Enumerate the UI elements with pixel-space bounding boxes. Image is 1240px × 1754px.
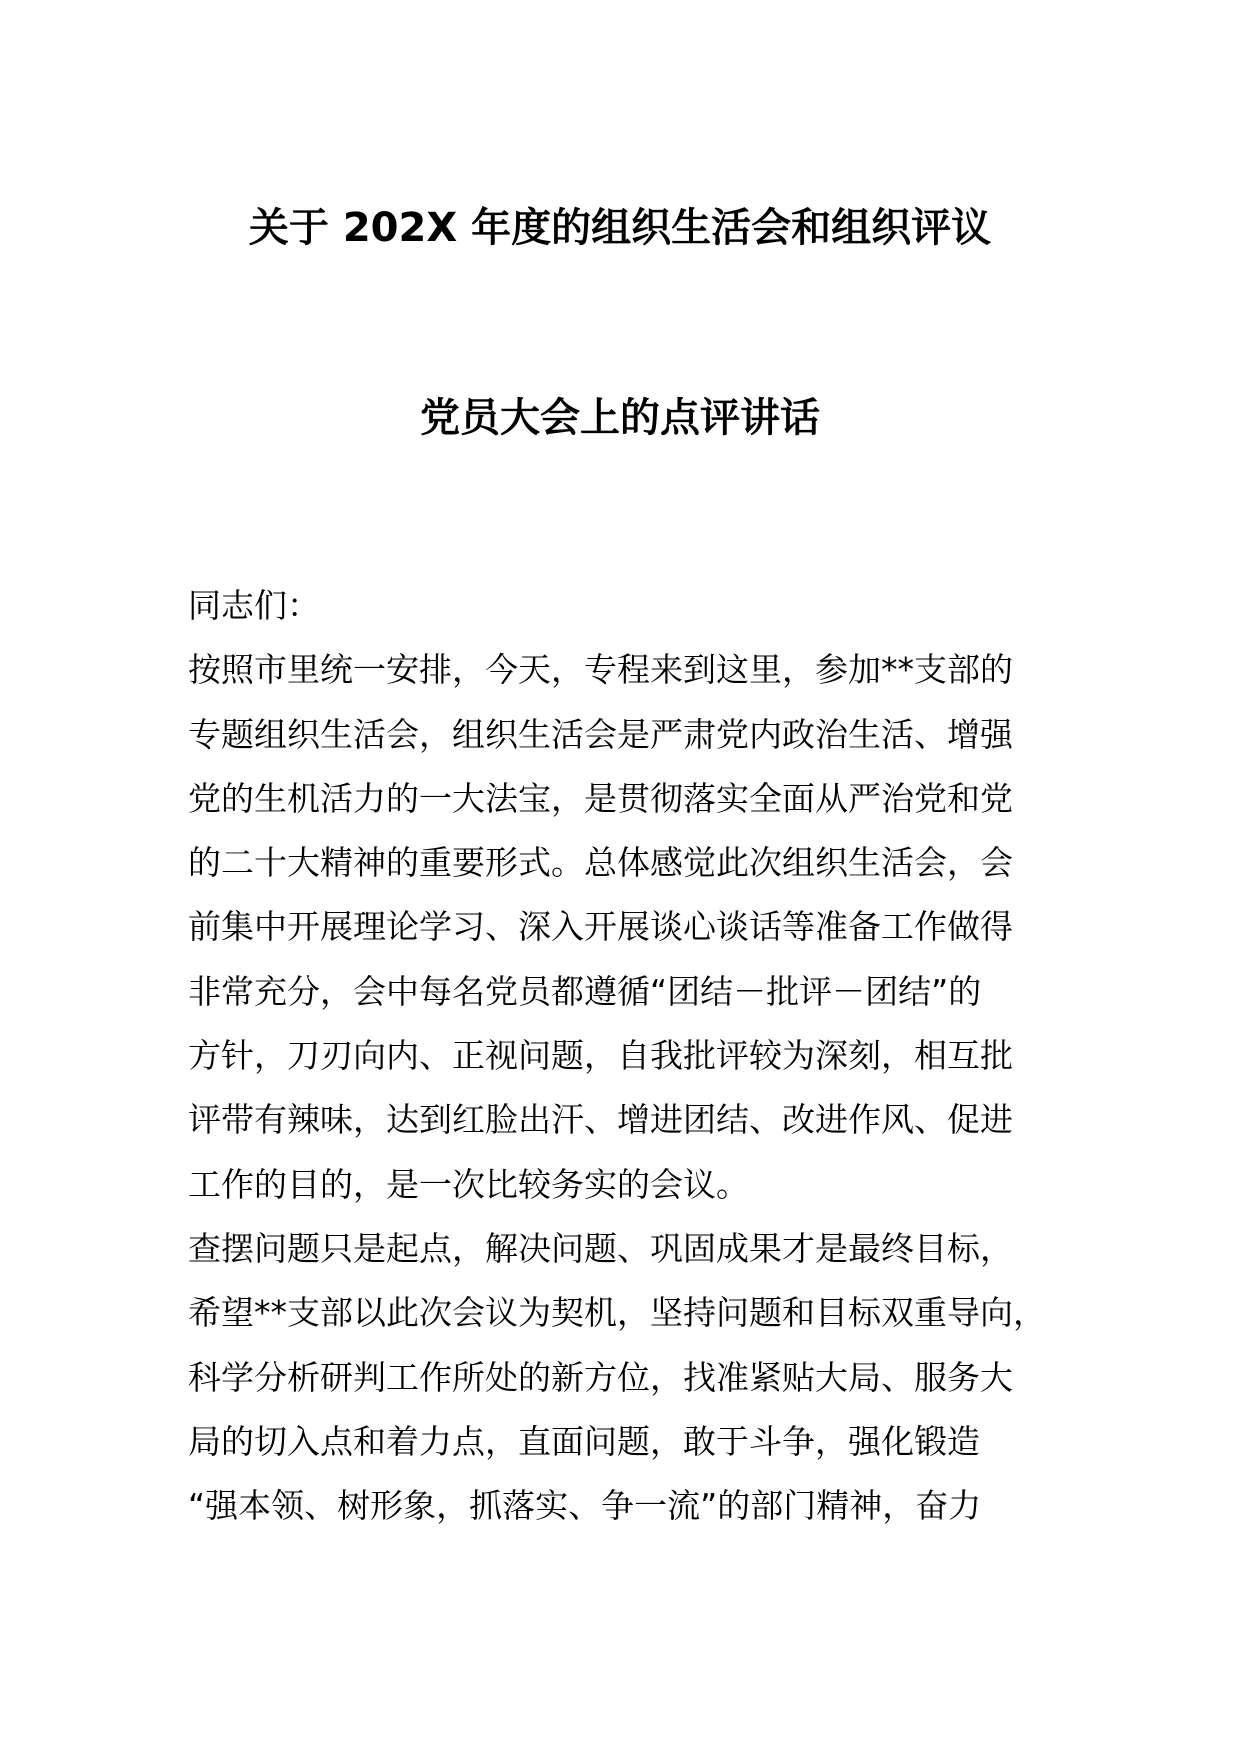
document-title-line-1: 关于 202X 年度的组织生活会和组织评议 bbox=[248, 205, 992, 251]
body-line: 工作的目的，是一次比较务实的会议。 bbox=[188, 1164, 749, 1204]
body-line: 方针，刀刃向内、正视问题，自我批评较为深刻，相互批 bbox=[188, 1036, 1013, 1076]
body-line: 科学分析研判工作所处的新方位，找准紧贴大局、服务大 bbox=[188, 1357, 1013, 1397]
body-line: 评带有辣味，达到红脸出汗、增进团结、改进作风、促进 bbox=[188, 1100, 1013, 1140]
body-line: 专题组织生活会，组织生活会是严肃党内政治生活、增强 bbox=[188, 714, 1013, 754]
body-line: 的二十大精神的重要形式。总体感觉此次组织生活会，会 bbox=[188, 843, 1013, 883]
body-line: “强本领、树形象，抓落实、争一流”的部门精神，奋力 bbox=[188, 1486, 982, 1526]
salutation: 同志们： bbox=[188, 586, 320, 625]
body-line: 按照市里统一安排，今天，专程来到这里，参加**支部的 bbox=[188, 650, 1013, 690]
document-body bbox=[188, 574, 1088, 1538]
body-line: 党的生机活力的一大法宝，是贯彻落实全面从严治党和党 bbox=[188, 778, 1013, 818]
body-line: 前集中开展理论学习、深入开展谈心谈话等准备工作做得 bbox=[188, 907, 1013, 947]
body-line: 希望**支部以此次会议为契机，坚持问题和目标双重导向， bbox=[188, 1293, 1046, 1333]
body-line: 局的切入点和着力点，直面问题，敢于斗争，强化锻造 bbox=[188, 1421, 980, 1461]
document-title-line-2: 党员大会上的点评讲话 bbox=[420, 395, 820, 441]
body-line: 查摆问题只是起点，解决问题、巩固成果才是最终目标， bbox=[188, 1228, 1013, 1268]
body-line: 非常充分，会中每名党员都遵循“团结－批评－团结”的 bbox=[188, 971, 982, 1011]
